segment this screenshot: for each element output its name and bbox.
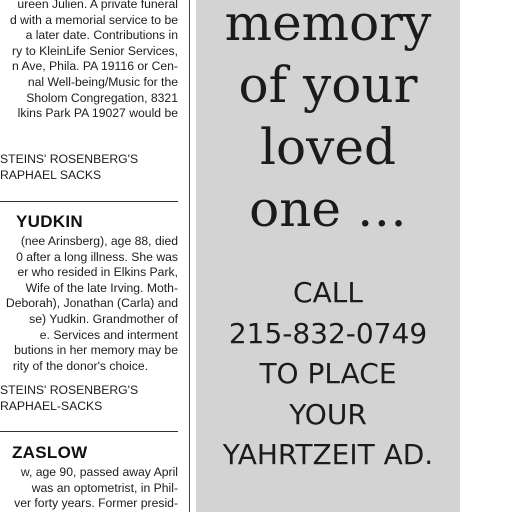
text-line: nal Well-being/Music for the xyxy=(27,74,178,89)
ad-headline-line: of your xyxy=(238,56,418,114)
yudkin-name-heading: YUDKIN xyxy=(16,212,83,231)
funeral-home-line: RAPHAEL SACKS xyxy=(0,167,102,182)
column-divider xyxy=(189,0,190,512)
obituary-separator xyxy=(0,431,178,432)
text-line: Sholom Congregation, 8321 xyxy=(26,90,178,105)
zaslow-name-heading: ZASLOW xyxy=(12,443,88,462)
ad-headline-line: memory xyxy=(224,0,432,52)
ad-call-line: YOUR xyxy=(289,397,367,431)
funeral-home-line: RAPHAEL-SACKS xyxy=(0,398,103,413)
yudkin-funeral-home xyxy=(0,383,138,414)
text-line: e. Services and interment xyxy=(39,327,178,342)
ad-headline-line: one … xyxy=(249,180,407,238)
yudkin-obituary-text xyxy=(6,234,178,374)
obituary-column xyxy=(0,0,180,512)
text-line: w, age 90, passed away April xyxy=(20,465,178,479)
zaslow-obituary-text xyxy=(14,465,178,512)
text-line: ureen Julien. A private funeral xyxy=(17,0,178,11)
ad-call-line: TO PLACE xyxy=(259,357,397,390)
text-line: ry to KleinLife Senior Services, xyxy=(12,43,178,58)
text-line: Deborah), Jonathan (Carla) and xyxy=(5,296,178,311)
text-line: Wife of the late Irving. Moth- xyxy=(25,280,178,295)
funeral-home-line: STEINS' ROSENBERG'S xyxy=(0,152,139,166)
text-line: se) Yudkin. Grandmother of xyxy=(29,311,178,326)
text-line: lkins Park PA 19027 would be xyxy=(17,106,178,121)
text-line: 0 after a long illness. She was xyxy=(16,249,178,264)
text-line: ver forty years. Former presid- xyxy=(14,496,178,511)
ad-headline-line: loved xyxy=(260,118,396,176)
julien-obituary-text xyxy=(10,0,178,122)
text-line: rity of the donor's choice. xyxy=(12,358,148,373)
julien-funeral-home xyxy=(0,152,138,183)
ad-call-line: CALL xyxy=(293,276,363,309)
yahrtzeit-advertisement xyxy=(196,0,460,512)
ad-headline xyxy=(196,0,460,240)
text-line: er who resided in Elkins Park, xyxy=(17,265,178,280)
text-line: was an optometrist, in Phil- xyxy=(31,480,178,495)
funeral-home-line: STEINS' ROSENBERG'S xyxy=(0,383,139,397)
ad-phone-number: 215-832-0749 xyxy=(228,316,428,350)
text-line: a later date. Contributions in xyxy=(25,28,178,43)
text-line: butions in her memory may be xyxy=(14,343,178,358)
ad-call-line: YAHRTZEIT AD. xyxy=(222,438,434,471)
ad-call-to-action xyxy=(196,273,460,476)
obituary-separator xyxy=(0,201,178,202)
text-line: (nee Arinsberg), age 88, died xyxy=(20,234,178,248)
text-line: d with a memorial service to be xyxy=(10,12,178,27)
text-line: n Ave, Phila. PA 19116 or Cen- xyxy=(12,59,178,74)
